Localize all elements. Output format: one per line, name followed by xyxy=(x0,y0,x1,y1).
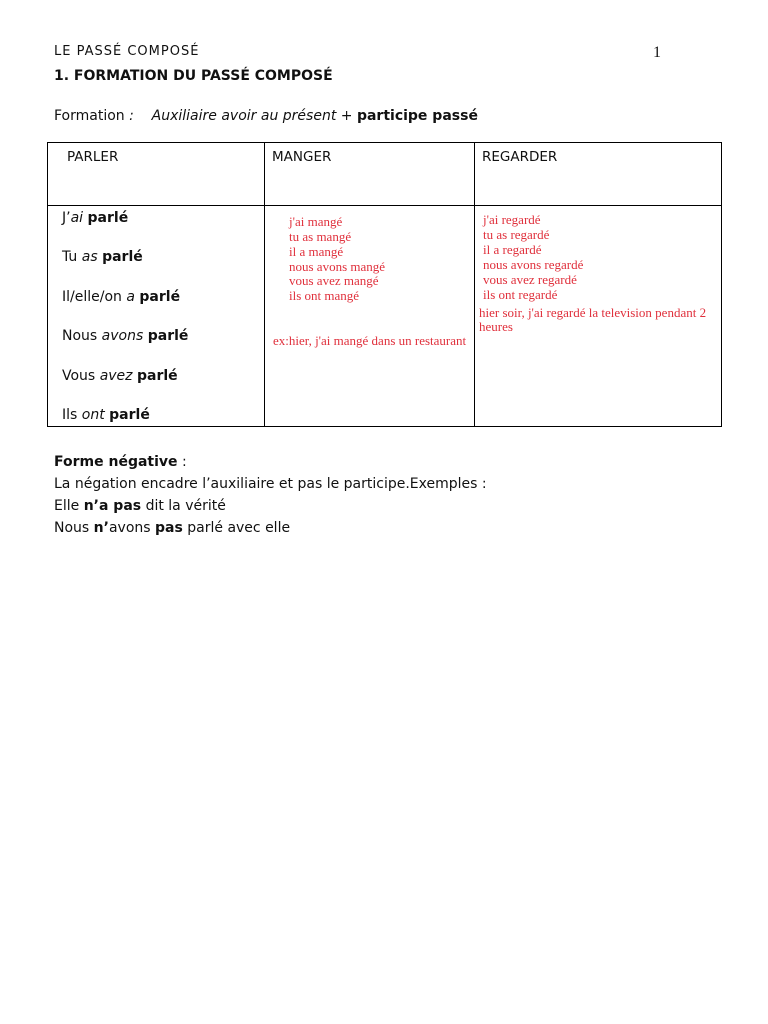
conjugation-table xyxy=(47,142,722,427)
header-manger: MANGER xyxy=(272,149,332,165)
regarder-example: hier soir, j'ai regardé la television pendant 2 xyxy=(479,305,707,320)
regarder-line: nous avons regardé xyxy=(483,257,584,272)
negative-title-text: Forme négative xyxy=(54,454,178,470)
negative-example-2 xyxy=(54,520,290,536)
participle: parlé xyxy=(102,249,143,265)
section-title: 1. FORMATION DU PASSÉ COMPOSÉ xyxy=(54,68,333,84)
manger-line: il a mangé xyxy=(289,244,344,259)
manger-example: ex:hier, j'ai mangé dans un restaurant xyxy=(273,333,467,348)
table-body-row xyxy=(48,206,722,427)
participle: parlé xyxy=(136,368,178,384)
regarder-line: tu as regardé xyxy=(483,227,550,242)
document-title: LE PASSÉ COMPOSÉ xyxy=(54,44,200,59)
auxiliary: ai xyxy=(70,210,84,226)
example-text: avons xyxy=(108,520,155,536)
negative-rule: La négation encadre l’auxiliaire et pas le participe.Exemples : xyxy=(54,476,487,492)
manger-line: j'ai mangé xyxy=(289,214,343,229)
auxiliary: a xyxy=(126,289,135,305)
pronoun: Tu xyxy=(62,249,82,265)
formation-auxiliary: Auxiliaire avoir au présent xyxy=(151,108,337,124)
example-text: parlé avec elle xyxy=(182,520,291,536)
parler-row xyxy=(62,249,143,265)
header-regarder: REGARDER xyxy=(482,149,558,165)
header-cell-manger xyxy=(265,143,475,206)
auxiliary: ont xyxy=(81,407,105,423)
header-cell-parler xyxy=(48,143,265,206)
header-parler: PARLER xyxy=(67,149,119,165)
negative-title-colon: : xyxy=(177,454,187,470)
participle: parlé xyxy=(109,407,150,423)
pronoun: Il/elle/on xyxy=(62,289,127,305)
negative-example-1 xyxy=(54,498,226,514)
manger-line: nous avons mangé xyxy=(289,259,386,274)
formation-label: Formation xyxy=(54,108,125,124)
pronoun: Vous xyxy=(62,368,100,384)
page-number: 1 xyxy=(653,44,661,61)
example-text: dit la vérité xyxy=(141,498,226,514)
manger-line: tu as mangé xyxy=(289,229,352,244)
regarder-line: vous avez regardé xyxy=(483,272,577,287)
manger-line: vous avez mangé xyxy=(289,273,379,288)
pronoun: J’ xyxy=(62,210,71,226)
regarder-example-continued: heures xyxy=(479,319,513,334)
formation-plus: + xyxy=(336,108,357,124)
example-text: Nous xyxy=(54,520,94,536)
participle: parlé xyxy=(147,328,189,344)
regarder-line: il a regardé xyxy=(483,242,542,257)
example-negation: n’ xyxy=(93,520,109,536)
regarder-line: ils ont regardé xyxy=(483,287,558,302)
formation-participle: participe passé xyxy=(356,108,478,124)
cell-manger xyxy=(265,206,475,427)
parler-row xyxy=(62,407,150,423)
example-negation: n’a pas xyxy=(83,498,142,514)
parler-row xyxy=(62,289,180,305)
manger-line: ils ont mangé xyxy=(289,288,360,303)
auxiliary: avez xyxy=(99,368,133,384)
participle: parlé xyxy=(139,289,181,305)
header-cell-regarder xyxy=(475,143,722,206)
parler-row xyxy=(62,328,188,344)
formation-line xyxy=(54,108,478,124)
formation-colon: : xyxy=(124,108,134,124)
participle: parlé xyxy=(87,210,129,226)
example-text: Elle xyxy=(54,498,84,514)
auxiliary: as xyxy=(81,249,98,265)
cell-regarder xyxy=(475,206,722,427)
example-negation: pas xyxy=(155,520,183,536)
table-header-row xyxy=(48,143,722,206)
parler-row xyxy=(62,210,128,226)
pronoun: Nous xyxy=(62,328,102,344)
negative-form-title xyxy=(54,454,187,470)
regarder-line: j'ai regardé xyxy=(483,212,541,227)
auxiliary: avons xyxy=(101,328,144,344)
pronoun: Ils xyxy=(62,407,82,423)
cell-parler xyxy=(48,206,265,427)
parler-row xyxy=(62,368,178,384)
